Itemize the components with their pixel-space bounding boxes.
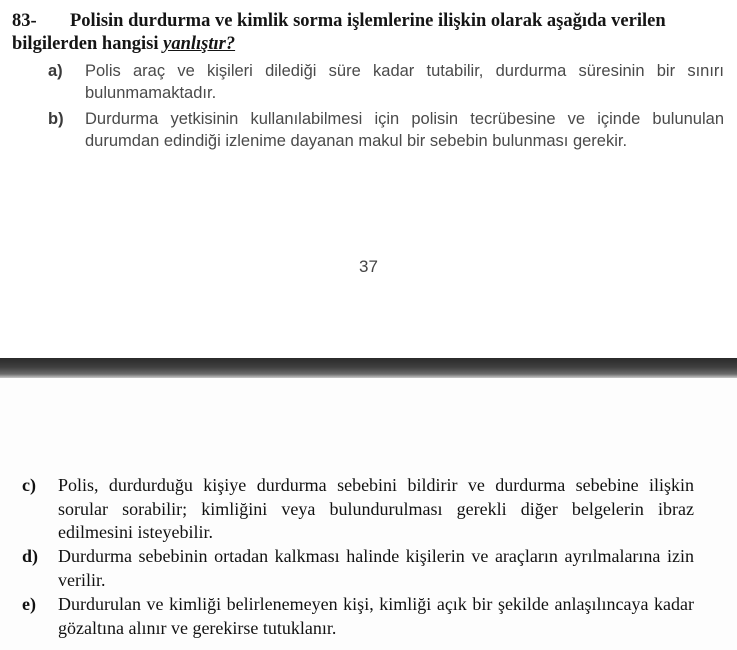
option-letter: d)	[22, 546, 39, 566]
question-stem	[12, 10, 724, 56]
option-letter: b)	[48, 110, 64, 128]
option-text: Polis araç ve kişileri dilediği süre kadar tutabilir, durdurma süresinin bir sınırı bulunmamaktadır.	[85, 62, 724, 102]
page-divider	[0, 358, 737, 378]
option-letter: e)	[22, 594, 36, 614]
question-emphasis: yanlıştır?	[163, 34, 236, 54]
option-e	[22, 593, 694, 640]
option-c	[22, 474, 694, 545]
page-number: 37	[359, 257, 378, 276]
question-text: Polisin durdurma ve kimlik sorma işlemlerine ilişkin olarak aşağıda verilen bilgilerden hangisi	[12, 11, 666, 54]
option-text: Durdurulan ve kimliği belirlenemeyen kişi, kimliği açık bir şekilde anlaşılıncaya kadar gözaltına alınır ve gerekirse tutuklanır.	[58, 594, 694, 638]
option-text: Polis, durdurduğu kişiye durdurma sebebini bildirir ve durdurma sebebine ilişkin sorular sorabilir; kimliğini veya bulundurulması gerekli diğer belgelerin ibraz edilmesini isteyebilir.	[58, 475, 694, 542]
option-a	[48, 60, 724, 104]
option-text: Durdurma yetkisinin kullanılabilmesi için polisin tecrübesine ve içinde bulunulan durumdan edindiği izlenime dayanan makul bir sebebin bulunması gerekir.	[85, 110, 724, 150]
option-b	[48, 108, 724, 152]
page-lower	[0, 378, 737, 650]
option-d	[22, 545, 694, 592]
option-letter: c)	[22, 475, 36, 495]
option-letter: a)	[48, 62, 63, 80]
question-number: 83-	[12, 11, 37, 31]
option-text: Durdurma sebebinin ortadan kalkması halinde kişilerin ve araçların ayrılmalarına izin verilir.	[58, 546, 694, 590]
